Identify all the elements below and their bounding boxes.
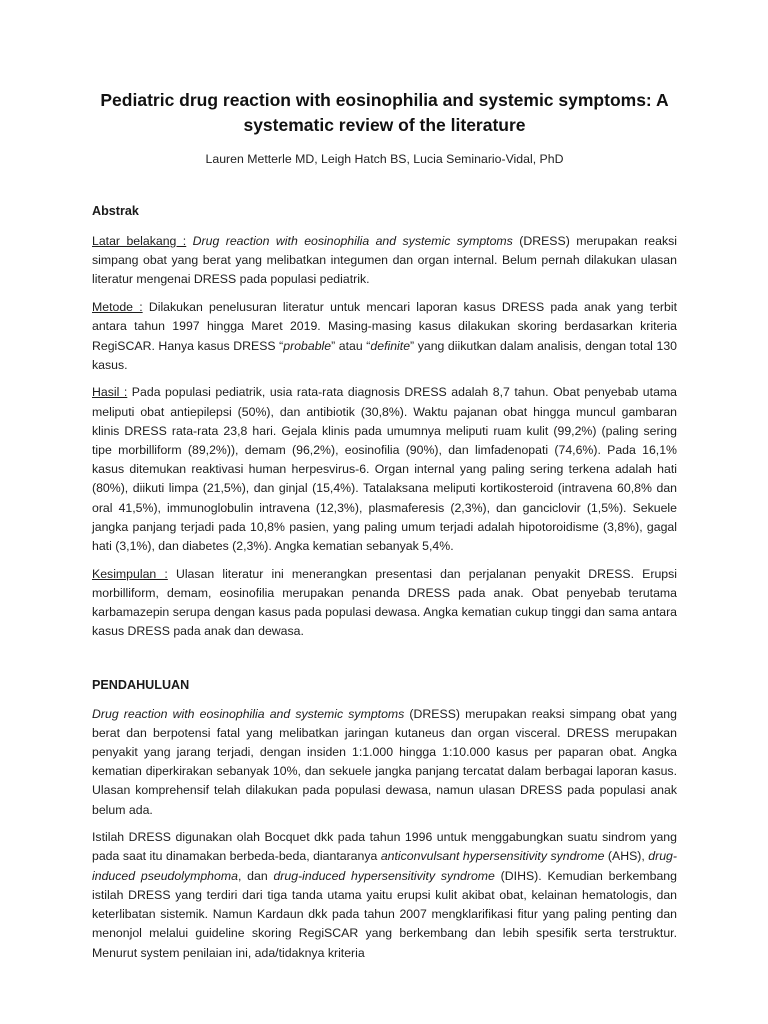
abstract-background (92, 232, 677, 290)
abstract-conclusion (92, 565, 677, 642)
background-label: Latar belakang : (92, 234, 187, 248)
intro-p2-text-3: , dan (237, 868, 274, 883)
background-italic-term: Drug reaction with eosinophilia and systemic symptoms (192, 234, 513, 248)
intro-p2-text-4: (DIHS). Kemudian berkembang istilah DRESS yang terdiri dari tiga tanda utama yaitu erupsi kulit akibat obat, kelainan hematologis, dan keterlibatan sistemik. Namun Kardaun dkk pada tahun 2007 mengklarifikasi fitur yang paling penting dan menonjol melalui guideline skoring RegiSCAR yang berkembang dan lebih spesifik serta terstruktur. Menurut system penilaian ini, ada/tidaknya kriteria (92, 868, 677, 960)
intro-p2-text-1: Istilah DRESS digunakan olah Bocquet dkk pada tahun 1996 untuk menggabungkan suatu sindrom yang pada saat itu dinamakan berbeda-beda, diantaranya (92, 830, 677, 864)
results-label: Hasil : (92, 385, 128, 400)
abstract-heading: Abstrak (92, 204, 139, 218)
intro-p1-text: (DRESS) merupakan reaksi simpang obat yang berat dan berpotensi fatal yang melibatkan jaringan kutaneus dan organ visceral. DRESS merupakan penyakit yang jarang terjadi, dengan insiden 1:1.000 hingga 1:10.000 kasus per paparan obat. Angka kematian diperkirakan sebanyak 10%, dan sekuele jangka panjang tercatat dalam berbagai laporan kasus. Ulasan komprehensif telah dilakukan pada populasi dewasa, namun ulasan DRESS pada populasi anak belum ada. (92, 706, 677, 817)
intro-paragraph-2 (92, 828, 677, 962)
methods-italic-definite: definite (370, 338, 411, 353)
paper-title: Pediatric drug reaction with eosinophilia and systemic symptoms: A systematic review of the literature (100, 90, 669, 135)
conclusion-text: Ulasan literatur ini menerangkan presentasi dan perjalanan penyakit DRESS. Erupsi morbilliform, demam, eosinofilia merupakan penanda DRESS pada anak. Obat penyebab terutama karbamazepin serupa dengan kasus pada populasi dewasa. Angka kematian cukup tinggi dan sama antara kasus DRESS pada anak dan dewasa. (92, 566, 677, 639)
background-text: (DRESS) merupakan reaksi simpang obat yang berat yang melibatkan integumen dan organ internal. Belum pernah dilakukan ulasan literatur mengenai DRESS pada populasi pediatrik. (92, 234, 677, 287)
methods-label: Metode : (92, 300, 143, 315)
abstract-methods (92, 298, 677, 375)
intro-p2-italic-1: anticonvulsant hypersensitivity syndrome (380, 849, 605, 864)
intro-heading: PENDAHULUAN (92, 677, 190, 692)
intro-paragraph-1 (92, 705, 677, 820)
methods-italic-probable: probable (283, 338, 332, 353)
intro-p2-italic-3: drug-induced hypersensitivity syndrome (273, 868, 495, 883)
author-list: Lauren Metterle MD, Leigh Hatch BS, Lucia Seminario-Vidal, PhD (205, 152, 564, 166)
abstract-results (92, 383, 677, 556)
methods-text-1: Dilakukan penelusuran literatur untuk mencari laporan kasus DRESS pada anak yang terbit antara tahun 1997 hingga Maret 2019. Masing-masing kasus dilakukan skoring berdasarkan kriteria RegiSCAR. Hanya kasus DRESS “ (92, 300, 677, 353)
intro-p1-italic: Drug reaction with eosinophilia and systemic symptoms (92, 706, 405, 721)
methods-text-2: ” atau “ (331, 338, 371, 353)
intro-p2-text-2: (AHS), (604, 849, 649, 864)
intro-p2-italic-2: drug-induced pseudolymphoma (92, 849, 677, 883)
conclusion-label: Kesimpulan : (92, 566, 168, 581)
results-text: Pada populasi pediatrik, usia rata-rata diagnosis DRESS adalah 8,7 tahun. Obat penyebab utama meliputi obat antiepilepsi (50%), dan antibiotik (30,8%). Waktu pajanan obat hingga muncul gambaran klinis DRESS rata-rata 23,8 hari. Gejala klinis pada umumnya meliputi ruam kulit (99,2%) (paling sering tipe morbilliform (89,2%)), demam (96,2%), eosinofilia (90%), dan limfadenopati (74,6%). Pada 16,1% kasus ditemukan reaktivasi human herpesvirus-6. Organ internal yang paling sering terkena adalah hati (80%), diikuti limpa (21,5%), dan ginjal (15,4%). Tatalaksana meliputi kortikosteroid (intravena 60,8% dan oral 41,5%), immunoglobulin intravena (12,3%), plasmaferesis (2,3%), dan ganciclovir (1,5%). Sekuele jangka panjang terjadi pada 10,8% pasien, yang paling umum terjadi adalah hipotoroidisme (3,8%), gagal hati (3,1%), dan diabetes (2,3%). Angka kematian sebanyak 5,4%. (92, 385, 677, 554)
methods-text-3: ” yang diikutkan dalam analisis, dengan total 130 kasus. (92, 338, 677, 372)
